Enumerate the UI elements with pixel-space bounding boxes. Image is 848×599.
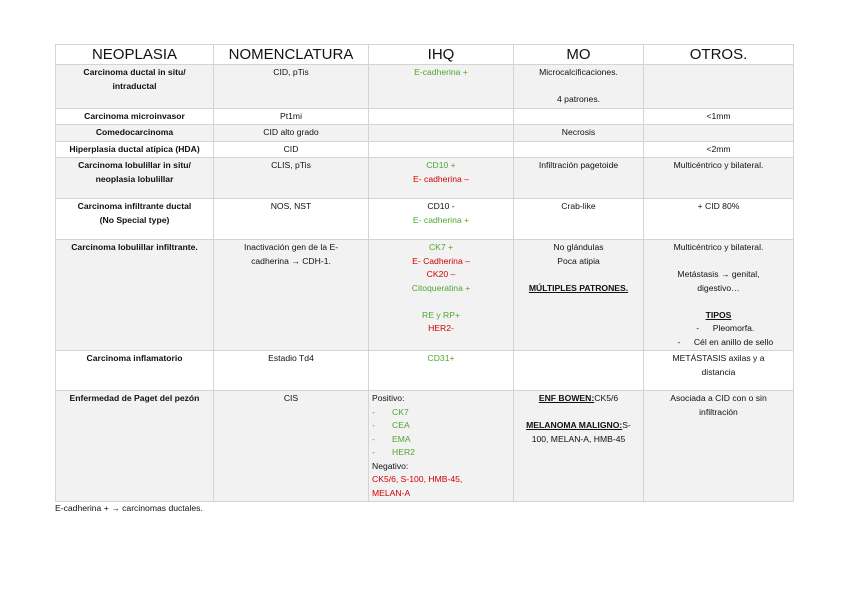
cell-line <box>59 200 210 214</box>
table-row <box>56 158 794 199</box>
cell-mo <box>514 108 644 125</box>
cell-line <box>372 487 510 501</box>
cell-ihq <box>369 125 514 142</box>
cell-line <box>517 126 640 140</box>
cell-line <box>59 159 210 173</box>
cell-ihq <box>369 240 514 351</box>
cell-ihq <box>369 199 514 240</box>
cell-text: Asociada a CID con o sin <box>670 393 767 403</box>
cell-text: CK5/6, S-100, HMB-45, <box>372 474 463 484</box>
cell-line <box>372 214 510 228</box>
cell-text: RE y RP+ <box>422 309 460 320</box>
cell-ihq <box>369 351 514 391</box>
cell-nomenclatura <box>214 351 369 391</box>
cell-line <box>217 66 365 80</box>
table-row <box>56 199 794 240</box>
cell-text: CD10 - <box>427 201 455 211</box>
cell-neoplasia <box>56 141 214 158</box>
cell-line <box>59 126 210 140</box>
cell-text: TIPOS <box>705 309 732 320</box>
cell-line <box>59 80 210 94</box>
cell-neoplasia <box>56 125 214 142</box>
cell-text: MELAN-A <box>372 487 411 498</box>
cell-neoplasia <box>56 240 214 351</box>
cell-line <box>372 446 510 460</box>
cell-nomenclatura <box>214 199 369 240</box>
bullet-dash: - <box>372 433 375 444</box>
bullet-dash: - <box>696 323 700 333</box>
cell-mo <box>514 141 644 158</box>
cell-line <box>372 309 510 323</box>
cell-text: neoplasia lobulillar <box>95 173 174 184</box>
cell-nomenclatura <box>214 108 369 125</box>
cell-neoplasia <box>56 351 214 391</box>
cell-line <box>647 392 790 406</box>
neoplasia-table <box>55 44 794 502</box>
cell-text: CIS <box>283 393 299 403</box>
cell-text: intraductal <box>112 80 157 91</box>
cell-text: Comedocarcinoma <box>95 127 174 137</box>
cell-neoplasia <box>56 199 214 240</box>
cell-line <box>372 173 510 187</box>
header-nomenclatura: NOMENCLATURA <box>214 45 369 65</box>
header-neoplasia: NEOPLASIA <box>56 45 214 65</box>
cell-text: CD31+ <box>427 353 455 363</box>
cell-line <box>647 366 790 380</box>
cell-text: Pt1mi <box>280 110 302 121</box>
cell-line <box>372 406 510 420</box>
footnote: E-cadherina + → carcinomas ductales. <box>55 503 203 513</box>
cell-text: CID alto grado <box>263 127 319 137</box>
cell-text: Crab-like <box>561 201 596 211</box>
cell-text: CID <box>283 143 299 154</box>
cell-text: Enfermedad de Paget del pezón <box>69 393 200 403</box>
header-mo: MO <box>514 45 644 65</box>
table-row <box>56 125 794 142</box>
header-ihq: IHQ <box>369 45 514 65</box>
cell-text: No glándulas <box>553 242 604 252</box>
cell-text: digestivo… <box>697 282 740 293</box>
cell-text: E- cadherina + <box>412 214 470 225</box>
cell-mo <box>514 351 644 391</box>
cell-line <box>372 322 510 336</box>
cell-line <box>647 295 790 309</box>
cell-text: Infiltración pagetoide <box>538 160 619 170</box>
cell-text: Carcinoma ductal in situ/ <box>83 67 186 77</box>
cell-ihq <box>369 391 514 502</box>
cell-text: (No Special type) <box>99 214 170 225</box>
cell-otros <box>644 351 794 391</box>
bullet-dash: - <box>372 447 375 457</box>
cell-line <box>217 159 365 173</box>
cell-text: CK7 <box>392 406 409 417</box>
table-row <box>56 351 794 391</box>
cell-line <box>647 352 790 366</box>
cell-line <box>372 268 510 282</box>
cell-nomenclatura <box>214 125 369 142</box>
cell-mo <box>514 391 644 502</box>
cell-text: Carcinoma infiltrante ductal <box>77 201 192 211</box>
cell-otros <box>644 391 794 502</box>
cell-text: infiltración <box>699 406 738 417</box>
cell-line <box>372 433 510 447</box>
cell-line <box>217 110 365 124</box>
cell-text: Microcalcificaciones. <box>539 67 618 77</box>
cell-line <box>647 110 790 124</box>
cell-line <box>647 268 790 282</box>
cell-text: CLIS, pTis <box>271 160 311 170</box>
cell-text: NOS, NST <box>270 201 312 211</box>
cell-line <box>372 392 510 406</box>
cell-line <box>517 80 640 94</box>
cell-line <box>217 143 365 157</box>
cell-nomenclatura <box>214 65 369 109</box>
cell-otros <box>644 108 794 125</box>
cell-line <box>647 159 790 173</box>
cell-text: Metástasis → genital, <box>677 269 760 279</box>
cell-line <box>517 282 640 296</box>
cell-text: Negativo: <box>372 460 409 471</box>
cell-line <box>59 66 210 80</box>
cell-text: cadherina → CDH-1. <box>251 255 331 266</box>
cell-line <box>647 200 790 214</box>
cell-line <box>217 255 365 269</box>
cell-line <box>217 126 365 140</box>
header-row <box>56 45 794 65</box>
cell-text: Inactivación gen de la E- <box>243 242 339 252</box>
cell-line <box>372 255 510 269</box>
cell-line <box>647 309 790 323</box>
cell-mo <box>514 65 644 109</box>
cell-line <box>517 392 640 406</box>
header-otros: OTROS. <box>644 45 794 65</box>
cell-line <box>647 241 790 255</box>
cell-line <box>59 392 210 406</box>
cell-line <box>372 200 510 214</box>
cell-line <box>372 66 510 80</box>
cell-neoplasia <box>56 158 214 199</box>
cell-line <box>517 406 640 420</box>
cell-text: Carcinoma inflamatorio <box>86 353 183 363</box>
cell-line <box>59 352 210 366</box>
cell-line <box>372 241 510 255</box>
cell-text: CK20 – <box>426 269 456 279</box>
cell-line <box>517 241 640 255</box>
cell-nomenclatura <box>214 141 369 158</box>
cell-text: E- cadherina – <box>413 173 469 184</box>
cell-line <box>372 473 510 487</box>
cell-line <box>647 143 790 157</box>
cell-label: ENF BOWEN: <box>538 393 595 403</box>
cell-text: 100, MELAN-A, HMB-45 <box>531 433 626 444</box>
cell-text: Carcinoma microinvasor <box>84 110 185 121</box>
cell-line <box>647 322 790 336</box>
cell-line <box>59 173 210 187</box>
cell-text: Hiperplasia ductal atípica (HDA) <box>69 143 200 154</box>
cell-nomenclatura <box>214 158 369 199</box>
cell-text: Poca atipia <box>557 255 600 266</box>
cell-nomenclatura <box>214 391 369 502</box>
cell-text: CID, pTis <box>273 67 309 77</box>
cell-line <box>59 241 210 255</box>
cell-text: Multicéntrico y bilateral. <box>673 160 764 170</box>
cell-line <box>647 336 790 350</box>
cell-otros <box>644 240 794 351</box>
cell-line <box>372 352 510 366</box>
cell-nomenclatura <box>214 240 369 351</box>
cell-mo <box>514 240 644 351</box>
cell-text: Multicéntrico y bilateral. <box>673 242 764 252</box>
cell-line <box>217 352 365 366</box>
cell-line <box>517 433 640 447</box>
cell-ihq <box>369 141 514 158</box>
cell-line <box>517 93 640 107</box>
cell-text: CEA <box>392 420 410 430</box>
cell-mo <box>514 199 644 240</box>
cell-text: MÚLTIPLES PATRONES. <box>528 282 629 293</box>
cell-otros <box>644 199 794 240</box>
bullet-dash: - <box>677 336 681 347</box>
cell-text: HER2 <box>392 447 415 457</box>
cell-ihq <box>369 108 514 125</box>
cell-mo <box>514 158 644 199</box>
cell-line <box>517 268 640 282</box>
cell-otros <box>644 158 794 199</box>
cell-text: distancia <box>701 366 736 377</box>
table-row <box>56 240 794 351</box>
cell-label: MELANOMA MALIGNO: <box>526 420 623 430</box>
bullet-dash: - <box>372 406 375 417</box>
cell-text: Positivo: <box>372 393 405 403</box>
cell-text: CK5/6 <box>594 393 619 403</box>
cell-text: HER2- <box>428 323 454 333</box>
cell-text: <1mm <box>706 110 731 121</box>
cell-line <box>517 255 640 269</box>
table-row <box>56 141 794 158</box>
cell-text: EMA <box>392 433 411 444</box>
cell-line <box>372 460 510 474</box>
cell-line <box>217 200 365 214</box>
cell-text: Pleomorfa. <box>712 323 755 333</box>
cell-text: CD10 + <box>426 160 456 170</box>
cell-text: 4 patrones. <box>557 94 600 104</box>
cell-text: E-cadherina + <box>414 67 468 77</box>
cell-ihq <box>369 158 514 199</box>
cell-line <box>517 200 640 214</box>
table-row <box>56 391 794 502</box>
table-row <box>56 65 794 109</box>
cell-line <box>517 66 640 80</box>
cell-otros <box>644 141 794 158</box>
cell-line <box>517 419 640 433</box>
cell-line <box>647 282 790 296</box>
cell-line <box>217 241 365 255</box>
cell-line <box>217 392 365 406</box>
cell-line <box>647 406 790 420</box>
cell-line <box>372 419 510 433</box>
cell-line <box>59 143 210 157</box>
cell-text: Carcinoma lobulillar infiltrante. <box>71 242 198 252</box>
cell-line <box>372 295 510 309</box>
cell-line <box>59 110 210 124</box>
cell-text: E- Cadherina – <box>412 255 470 266</box>
cell-line <box>372 159 510 173</box>
cell-text: Necrosis <box>561 127 596 137</box>
cell-text: Cél en anillo de sello <box>693 336 774 347</box>
cell-text: CK7 + <box>428 242 454 252</box>
cell-text: <2mm <box>706 143 731 154</box>
cell-neoplasia <box>56 391 214 502</box>
cell-mo <box>514 125 644 142</box>
cell-text: Estadio Td4 <box>268 353 314 363</box>
cell-neoplasia <box>56 108 214 125</box>
cell-text: Carcinoma lobulillar in situ/ <box>78 160 191 170</box>
cell-otros <box>644 65 794 109</box>
cell-otros <box>644 125 794 142</box>
cell-line <box>647 255 790 269</box>
cell-text: S- <box>622 420 631 430</box>
cell-line <box>517 159 640 173</box>
table-row <box>56 108 794 125</box>
cell-ihq <box>369 65 514 109</box>
cell-neoplasia <box>56 65 214 109</box>
cell-text: Citoqueratina + <box>411 282 471 293</box>
cell-line <box>59 214 210 228</box>
cell-text: + CID 80% <box>697 201 740 211</box>
cell-line <box>372 282 510 296</box>
cell-text: METÁSTASIS axilas y a <box>672 353 765 363</box>
bullet-dash: - <box>372 420 375 430</box>
